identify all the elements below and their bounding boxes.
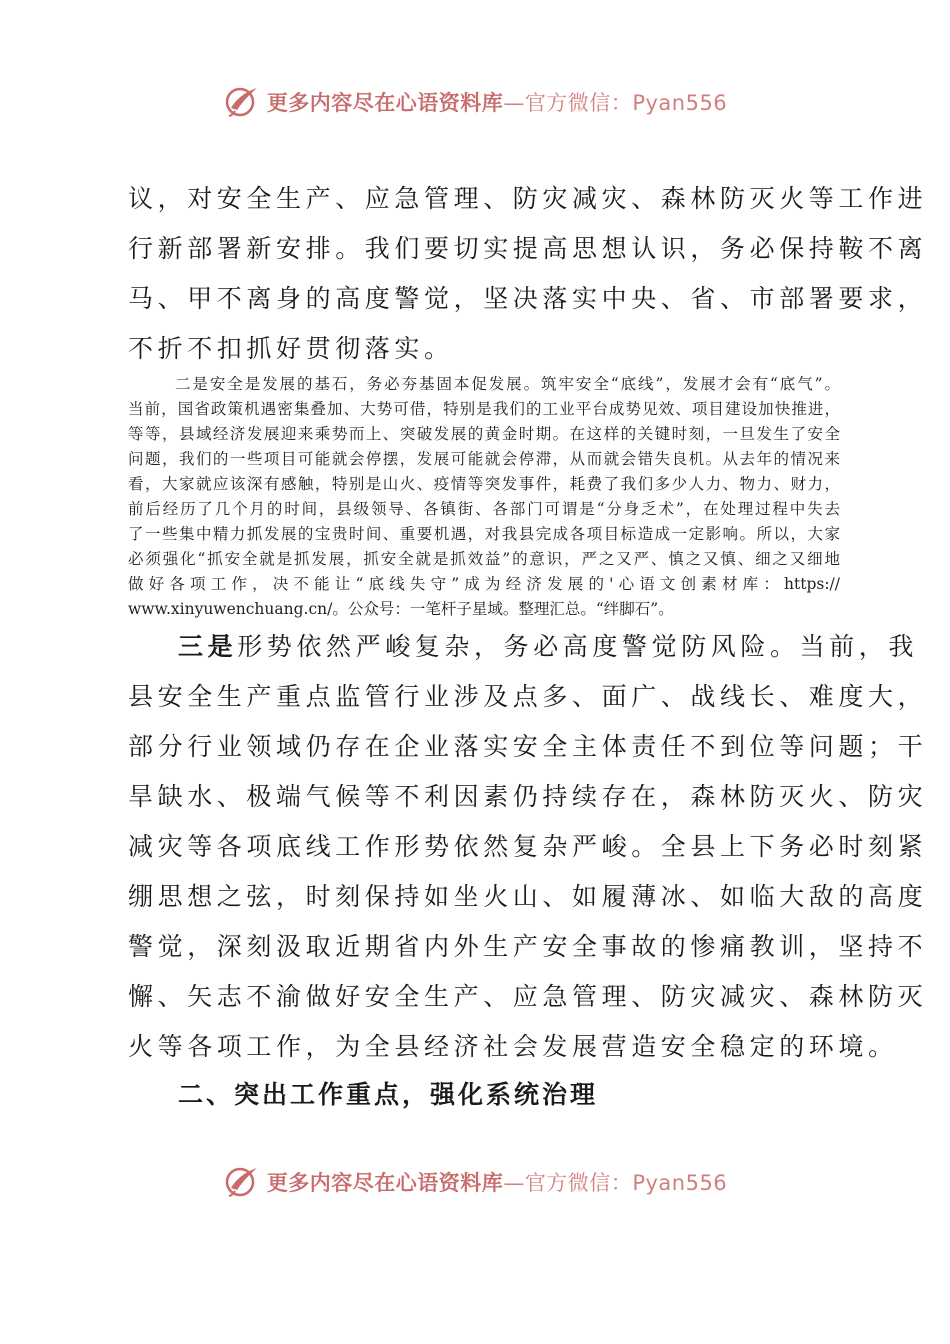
watermark-text-top: 更多内容尽在心语资料库—官方微信：Pyan556 [266,91,728,115]
brush-logo-icon [223,1164,263,1200]
paragraph-2-line: 必须强化“抓安全就是抓发展，抓安全就是抓效益”的意识，严之又严、慎之又慎、细之又细地 [128,550,840,568]
paragraph-1-line: 马、甲不离身的高度警觉，坚决落实中央、省、市部署要求， [128,284,928,313]
paragraph-3 [128,622,928,1072]
paragraph-2-line: 了一些集中精力抓发展的宝贵时间、重要机遇，对我县完成各项目标造成一定影响。所以，大家 [128,525,840,543]
paragraph-3-line: 警觉，深刻汲取近期省内外生产安全事故的惨痛教训，坚持不 [128,932,928,961]
paragraph-2 [128,372,840,622]
paragraph-3-line: 懈、矢志不渝做好安全生产、应急管理、防灾减灾、森林防灭 [128,982,928,1011]
paragraph-2-line: 看，大家就应该深有感触，特别是山火、疫情等突发事件，耗费了我们多少人力、物力、财力， [128,475,840,493]
paragraph-2-line: 问题，我们的一些项目可能就会停摆，发展可能就会停滞，从而就会错失良机。从去年的情况来 [128,450,840,468]
watermark-banner-bottom [0,1162,950,1202]
paragraph-3-lead: 三是 [178,632,238,661]
paragraph-1-line: 行新部署新安排。我们要切实提高思想认识，务必保持鞍不离 [128,234,928,263]
paragraph-1-line: 不折不扣抓好贯彻落实。 [128,334,454,363]
paragraph-2-line: 等等，县域经济发展迎来乘势而上、突破发展的黄金时期。在这样的关键时刻，一旦发生了安全 [128,425,840,443]
paragraph-3-line: 旱缺水、极端气候等不利因素仍持续存在，森林防灭火、防灾 [128,782,928,811]
paragraph-1-line: 议，对安全生产、应急管理、防灾减灾、森林防灭火等工作进 [128,184,928,213]
paragraph-3-line: 绷思想之弦，时刻保持如坐火山、如履薄冰、如临大敌的高度 [128,882,928,911]
paragraph-2-line: 做好各项工作，决不能让“底线失守”成为经济发展的'心语文创素材库：https:// [128,575,840,593]
paragraph-1 [128,174,928,374]
paragraph-2-line: 前后经历了几个月的时间，县级领导、各镇街、各部门可谓是“分身乏术”，在处理过程中失去 [128,500,840,518]
paragraph-3-first-line: 三是形势依然严峻复杂，务必高度警觉防风险。当前，我 [178,632,919,661]
paragraph-3-line: 减灾等各项底线工作形势依然复杂严峻。全县上下务必时刻紧 [128,832,928,861]
paragraph-2-line: www.xinyuwenchuang.cn/。公众号：一笔杆子星域。整理汇总。“绊脚石”。 [128,600,674,618]
brush-logo-icon [223,84,263,120]
paragraph-3-line: 县安全生产重点监管行业涉及点多、面广、战线长、难度大， [128,682,928,711]
paragraph-3-line: 部分行业领域仍存在企业落实安全主体责任不到位等问题；干 [128,732,928,761]
section-heading: 二、突出工作重点，强化系统治理 [178,1080,599,1109]
paragraph-3-line: 火等各项工作，为全县经济社会发展营造安全稳定的环境。 [128,1032,898,1061]
watermark-text-bottom: 更多内容尽在心语资料库—官方微信：Pyan556 [266,1171,728,1195]
paragraph-2-line: 当前，国省政策机遇密集叠加、大势可借，特别是我们的工业平台成势见效、项目建设加快推进， [128,400,840,418]
paragraph-2-line: 二是安全是发展的基石，务必夯基固本促发展。筑牢安全“底线”，发展才会有“底气”。 [175,375,840,393]
watermark-banner-top [0,82,950,122]
